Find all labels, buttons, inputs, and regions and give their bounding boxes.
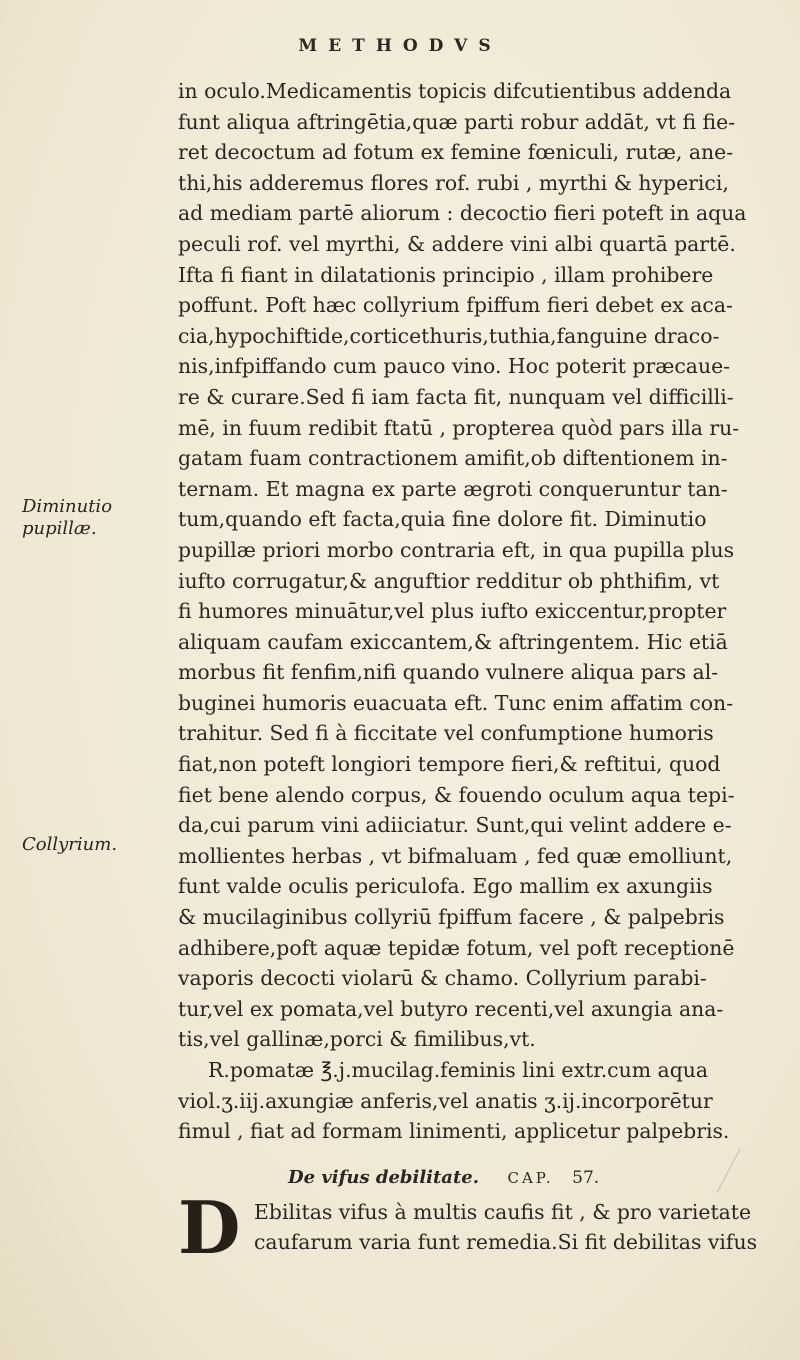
text-line: Ebilitas vifus à multis caufis fit , & pro varietate (254, 1199, 752, 1224)
recipe-block (178, 1055, 778, 1147)
chapter-cap-label: CAP. (507, 1168, 554, 1187)
text-line: tum,quando eft facta,quia fine dolore fit. Diminutio (178, 507, 707, 532)
text-line: ternam. Et magna ex parte ægroti conqueruntur tan- (178, 476, 728, 501)
text-line: pupillæ priori morbo contraria eft, in qua pupilla plus (178, 537, 735, 562)
text-line: R.pomatæ ℥.j.mucilag.feminis lini extr.cum aqua (208, 1058, 709, 1082)
text-line: buginei humoris euacuata eft. Tunc enim affatim con- (178, 690, 734, 715)
text-line: ad mediam partē aliorum : decoctio fieri poteft in aqua (178, 201, 747, 226)
text-line: Ifta fi fiant in dilatationis principio , illam prohibere (178, 262, 714, 287)
text-line: peculi rof. vel myrthi, & addere vini albi quartā partē. (178, 231, 736, 256)
text-line: funt aliqua aftringētia,quæ parti robur addāt, vt fi fie- (178, 109, 736, 134)
margin-note-diminutio (22, 496, 172, 540)
text-line: in oculo.Medicamentis topicis difcutientibus addenda (178, 79, 732, 103)
text-line: fi humores minuātur,vel plus iufto exiccentur,propter (178, 599, 727, 624)
text-line: thi,his adderemus flores rof. rubi , myrthi & hyperici, (178, 170, 729, 195)
main-text (178, 76, 778, 1270)
text-line: & mucilaginibus collyriū fpiffum facere , & palpebris (178, 905, 725, 930)
margin-note-collyrium: Collyrium. (22, 834, 118, 855)
text-line: mē, in fuum redibit ftatū , propterea quòd pars illa ru- (178, 415, 740, 440)
paragraph-1 (178, 76, 778, 1055)
margin-note-line: pupillæ. (22, 518, 97, 539)
text-line: fiat,non poteft longiori tempore fieri,& reftitui, quod (178, 752, 721, 777)
running-head: METHODVS (298, 36, 502, 56)
chapter-title: De vifus debilitate. (288, 1166, 480, 1188)
text-line: caufarum varia funt remedia.Si fit debilitas vifus (254, 1230, 758, 1255)
text-line: ret decoctum ad fotum ex femine fœniculi, rutæ, ane- (178, 140, 734, 165)
paragraph-2 (178, 1184, 778, 1270)
text-line: vaporis decocti violarū & chamo. Collyrium parabi- (178, 966, 707, 991)
text-line: poffunt. Poft hæc collyrium fpiffum fieri debet ex aca- (178, 293, 733, 318)
chapter-number: 57. (572, 1167, 600, 1188)
text-line: trahitur. Sed fi à ficcitate vel confumptione humoris (178, 721, 714, 746)
text-line: tis,vel gallinæ,porci & fimilibus,vt. (178, 1027, 536, 1052)
text-line: viol.ʒ.iij.axungiæ anferis,vel anatis ʒ.ij.incorporētur (178, 1088, 713, 1113)
text-line: iufto corrugatur,& anguftior redditur ob phthifim, vt (178, 568, 720, 593)
text-line: fiet bene alendo corpus, & fouendo oculum aqua tepi- (178, 782, 735, 807)
margin-note-line: Diminutio (22, 496, 113, 517)
text-line: tur,vel ex pomata,vel butyro recenti,vel axungia ana- (178, 996, 724, 1021)
text-line: re & curare.Sed fi iam facta fit, nunquam vel difficilli- (178, 384, 734, 409)
text-line: aliquam caufam exiccantem,& aftringentem. Hic etiā (178, 629, 728, 654)
paragraph-2-lines (178, 1184, 778, 1270)
drop-cap: D (178, 1184, 241, 1270)
text-line: morbus fit fenfim,nifi quando vulnere aliqua pars al- (178, 660, 719, 685)
text-line: nis,infpiffando cum pauco vino. Hoc poterit præcaue- (178, 354, 731, 379)
text-line: fimul , fiat ad formam linimenti, applicetur palpebris. (178, 1119, 730, 1144)
text-line: adhibere,poft aquæ tepidæ fotum, vel poft receptionē (178, 935, 735, 960)
text-line: da,cui parum vini adiiciatur. Sunt,qui velint addere e- (178, 813, 732, 838)
text-line: cia,hypochiftide,corticethuris,tuthia,fanguine draco- (178, 323, 720, 348)
text-line: funt valde oculis periculofa. Ego mallim ex axungiis (178, 874, 713, 899)
chapter-heading (178, 1161, 778, 1191)
text-line: gatam fuam contractionem amifit,ob diftentionem in- (178, 446, 728, 471)
text-line: mollientes herbas , vt bifmaluam , fed quæ emolliunt, (178, 843, 733, 868)
